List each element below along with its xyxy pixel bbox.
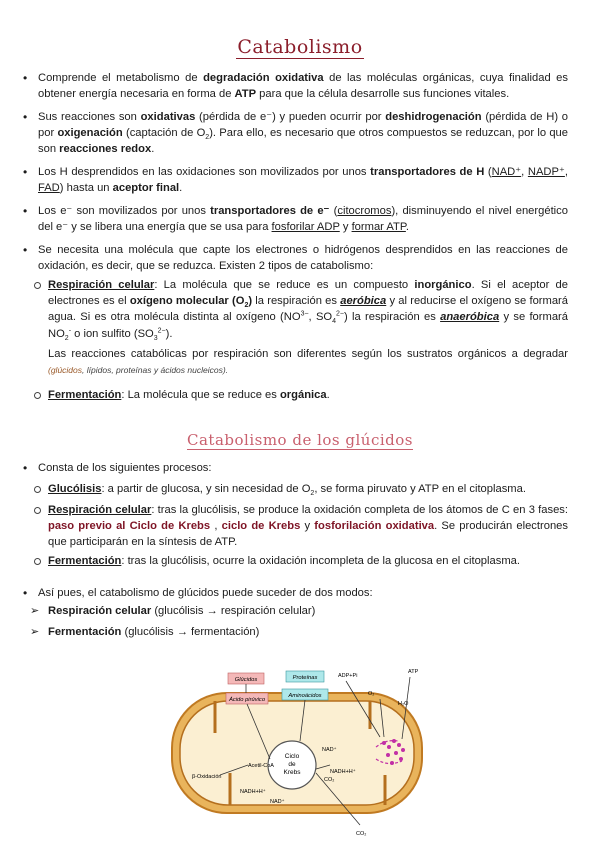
svg-text:Glúcidos: Glúcidos [234,677,258,683]
bullet-processes: • Consta de los siguientes procesos: [38,460,568,476]
svg-text:Proteínas: Proteínas [292,675,318,681]
page-title: Catabolismo [237,36,363,58]
svg-text:de: de [288,761,296,768]
svg-text:Ciclo: Ciclo [284,753,300,760]
item-respiration-phases: Respiración celular: tras la glucólisis, se produce la oxidación completa de los átomos de C en 3 fases: paso previo al Ciclo de Krebs , ciclo de Krebs y fosforilación oxidativa. Se producirán electrones que participarán en la síntesis de ATP. [48,502,568,551]
svg-text:O₂: O₂ [368,691,375,697]
svg-text:CO₂: CO₂ [324,777,335,783]
mitochondria-diagram [170,655,440,843]
item-fermentation-glucose: Fermentación: tras la glucólisis, ocurre la oxidación incompleta de la glucosa en el citoplasma. [48,553,568,569]
svg-text:ADP+Pi: ADP+Pi [338,673,358,679]
svg-text:NADH+H⁺: NADH+H⁺ [330,769,356,775]
bullet-catabolism-types: • Se necesita una molécula que capte los electrones o hidrógenos desprendidos en las reacciones de oxidación, es decir, que se reduzca. Existen 2 tipos de catabolismo: [38,242,568,274]
svg-text:Krebs: Krebs [283,769,301,776]
mode-respiration: ➢ Respiración celular (glucólisis → respiración celular) [48,603,568,619]
svg-text:Aminoácidos: Aminoácidos [288,693,322,699]
item-glycolysis: Glucólisis: a partir de glucosa, y sin necesidad de $O_2$, se forma piruvato y ATP en el citoplasma. [48,481,568,497]
svg-text:ATP: ATP [408,669,419,675]
svg-text:NADH+H⁺: NADH+H⁺ [240,789,266,795]
bullet-metabolism: • Comprende el metabolismo de degradación oxidativa de las moléculas orgánicas, cuya finalidad es obtener energía necesaria en forma de ATP para que la célula desarrolle sus funciones vitales. [38,70,568,102]
svg-text:NAD⁺: NAD⁺ [322,747,337,753]
bullet-h-transport: • Los H desprendidos en las oxidaciones son movilizados por unos transportadores de H (NAD⁺, NADP⁺, FAD) hasta un aceptor final. [38,164,568,196]
svg-text:Ácido pirúvico: Ácido pirúvico [228,697,266,703]
bullet-two-modes: • Así pues, el catabolismo de glúcidos puede suceder de dos modos: [38,585,568,601]
bullet-e-transport: • Los e⁻ son movilizados por unos transportadores de e⁻ (citocromos), disminuyendo el nivel energético del e⁻ y se libera una energía que se usa para fosforilar ADP y formar ATP. [38,203,568,235]
bullet-oxidative: • Sus reacciones son oxidativas (pérdida de e⁻) y pueden ocurrir por deshidrogenación (pérdida de H) o por oxigenación (captación de $O_2$). Para ello, es necesario que otros compuestos se reduzcan, por lo que son reacciones redox. [38,109,568,158]
svg-text:Acetil-CoA: Acetil-CoA [248,763,274,769]
svg-text:H₂O: H₂O [398,701,409,707]
respiration-substrates: Las reacciones catabólicas por respiración son diferentes según los sustratos orgánicos a degradar (glúcidos, lípidos, proteínas y ácidos nucleicos). [48,348,568,376]
mode-fermentation: ➢ Fermentación (glucólisis → fermentación) [48,624,568,640]
svg-text:CO₂: CO₂ [356,831,367,837]
svg-text:NAD⁺: NAD⁺ [270,799,285,805]
item-fermentation: Fermentación: La molécula que se reduce es orgánica. [48,387,568,403]
section-title-glucidos: Catabolismo de los glúcidos [187,431,413,449]
item-cellular-respiration: Respiración celular: La molécula que se reduce es un compuesto inorgánico. Si el aceptor de electrones es el oxígeno molecular $(O_2)$ la respiración es aeróbica y al reducirse el oxígeno se formará agua. Si es otra molécula distinta al oxígeno ($NO^{3-}$, $SO_4^{2-}$) la respiración es anaeróbica y se formará $NO_2^-$ o ion sulfito $(SO_3^{2-})$. [48,279,568,342]
svg-text:β-Oxidación: β-Oxidación [192,774,222,780]
